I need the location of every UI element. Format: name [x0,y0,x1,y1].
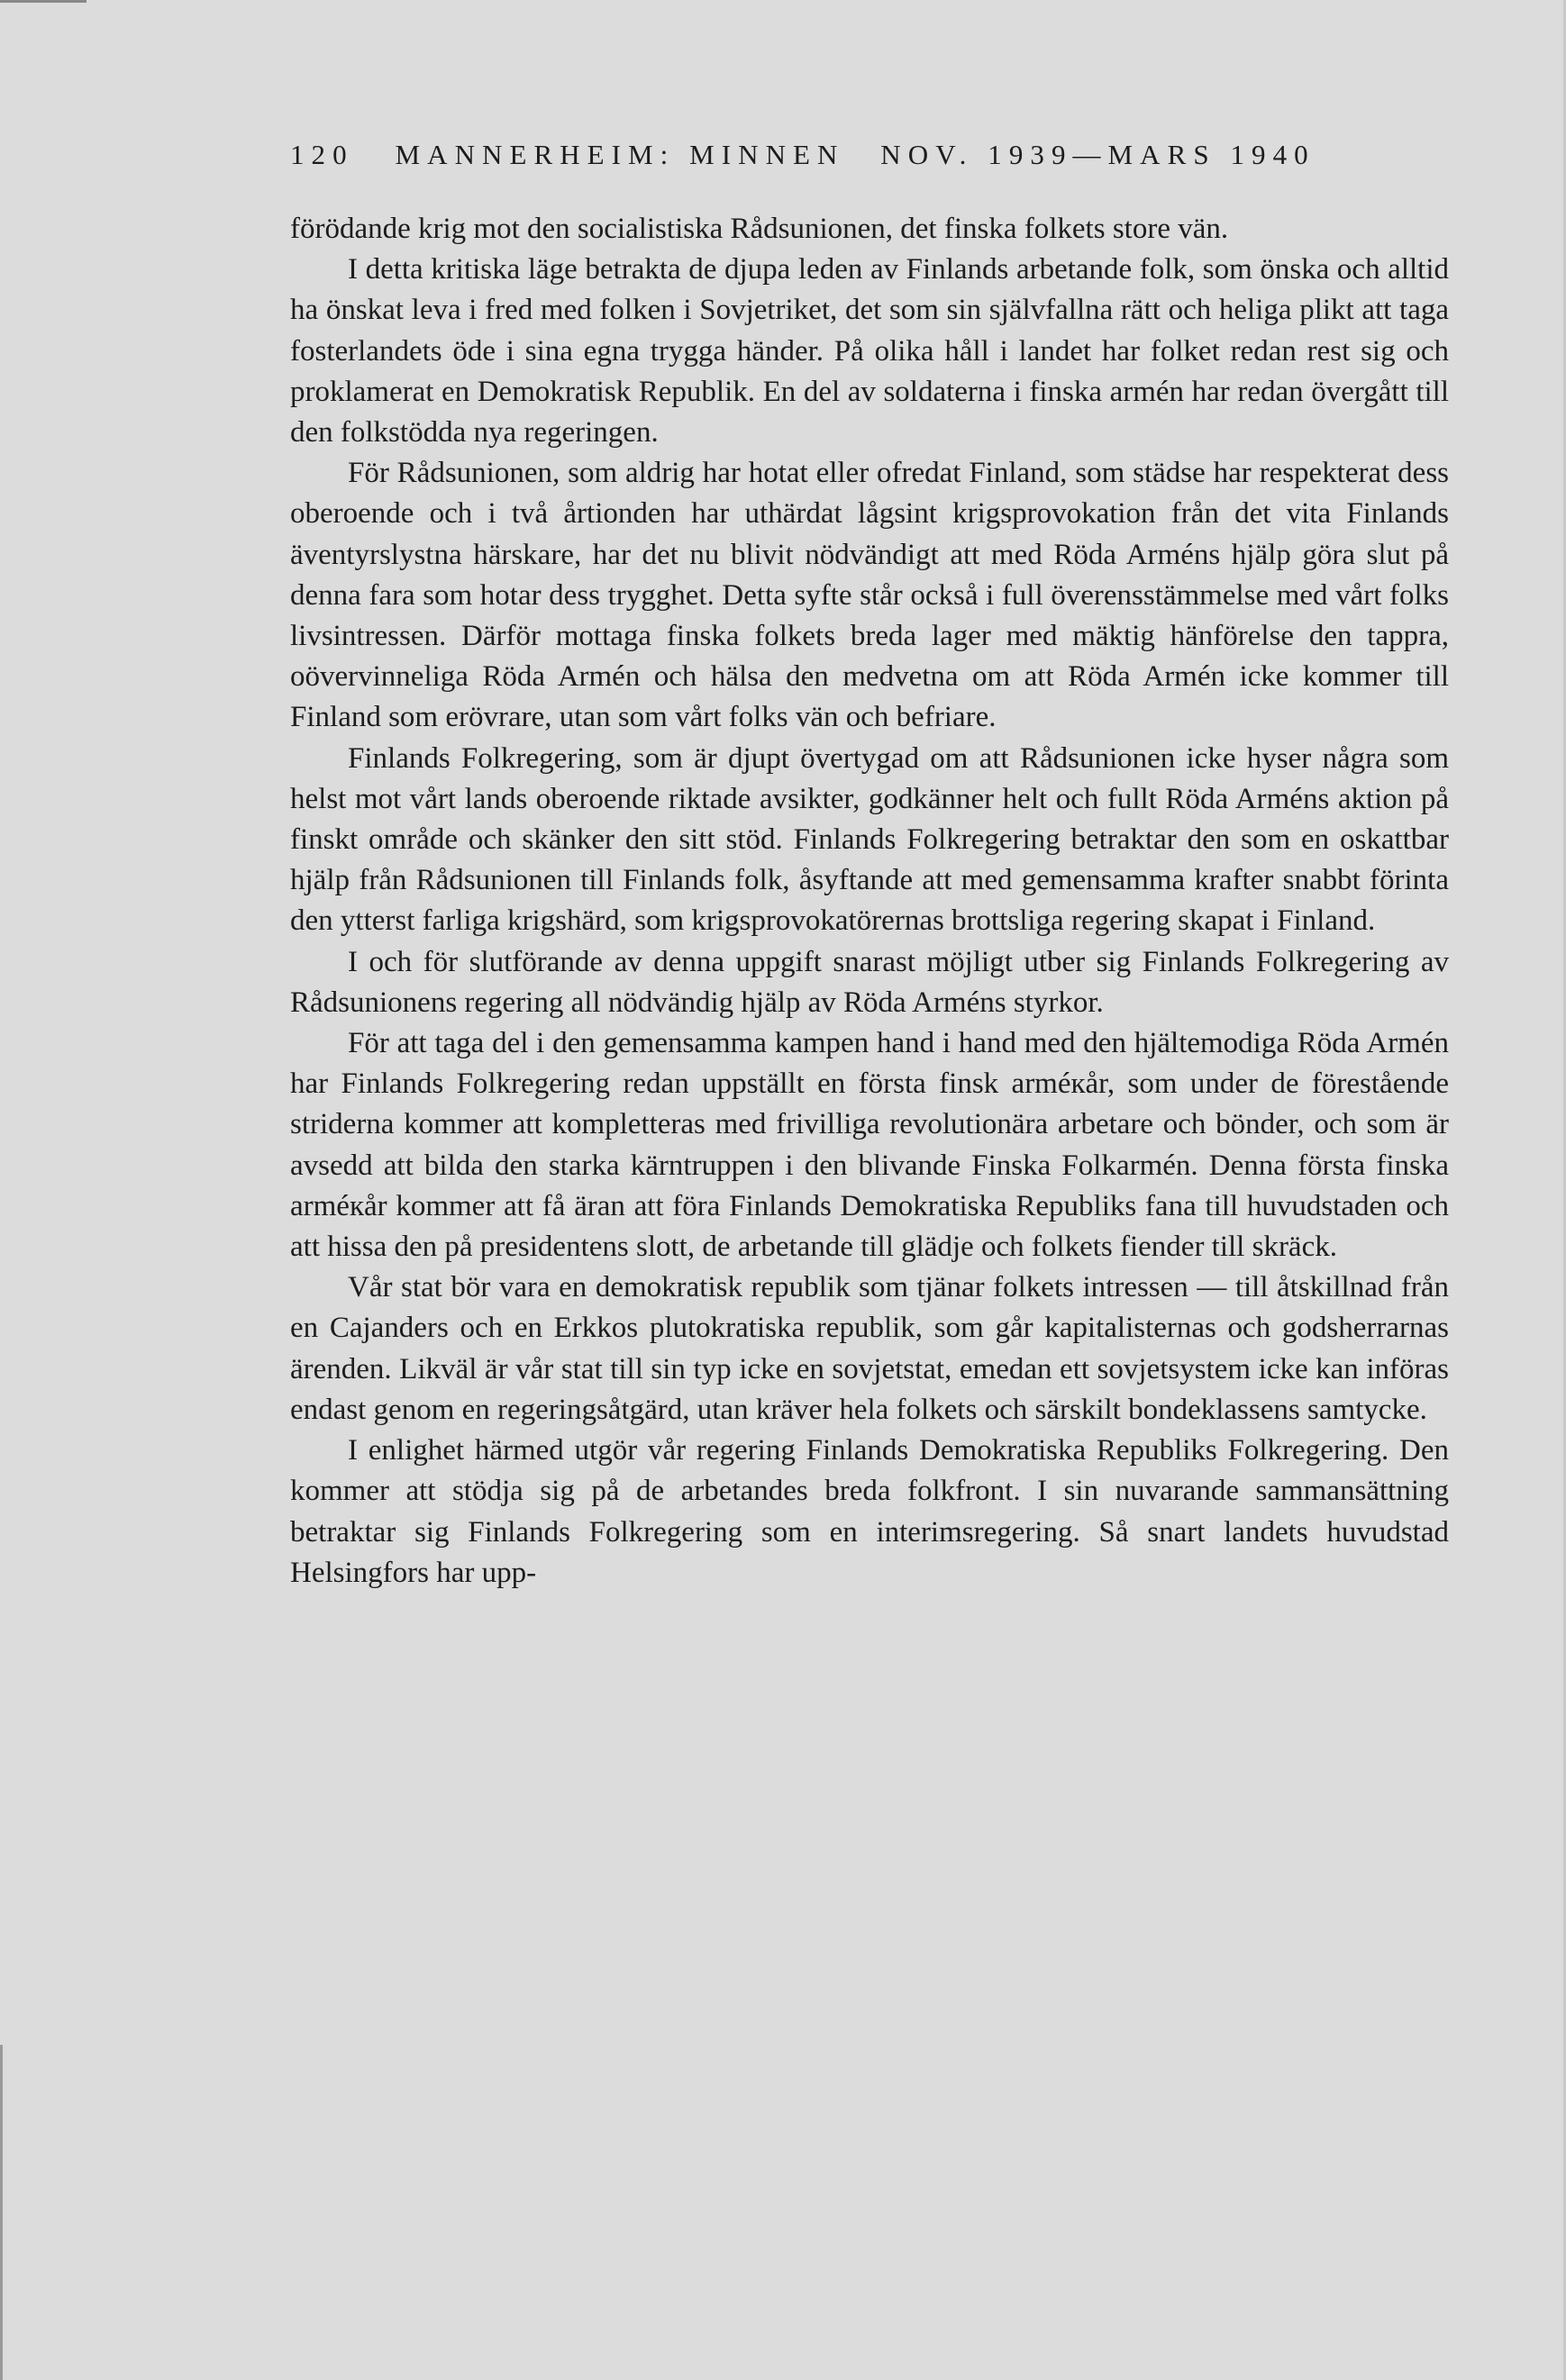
paragraph: Finlands Folkregering, som är djupt övertygad om att Rådsunionen icke hyser några som helst mot vårt lands oberoende riktade avsikter, godkänner helt och fullt Röda Arméns aktion på finskt område och skänker den sitt stöd. Finlands Folkregering betraktar den som en oskattbar hjälp från Rådsunionen till Finlands folk, åsyftande att med gemensamma krafter snabbt förinta den ytterst farliga krigshärd, som krigsprovokatörernas brottsliga regering skapat i Finland. [290,741,1449,938]
page-number: 120 [290,139,354,170]
paragraph: I detta kritiska läge betrakta de djupa leden av Finlands arbetande folk, som önska och alltid ha önskat leva i fred med folken i Sovjetriket, det som sin självfallna rätt och heliga plikt att taga fosterlandets öde i sina egna trygga händer. På olika håll i landet har folket redan rest sig och proklamerat en Demokratisk Republik. En del av soldaterna i finska armén har redan övergått till den folkstödda nya regeringen. [290,253,1449,450]
paragraph: Vår stat bör vara en demokratisk republik som tjänar folkets intressen — till åtskillnad från en Cajanders och en Erkkos plutokratiska republik, som går kapitalisternas och godsherrarnas ärenden. Likväl är vår stat till sin typ icke en sovjetstat, emedan ett sovjetsystem icke kan införas endast genom en regeringsåtgärd, utan kräver hela folkets och särskilt bondeklassens samtycke. [290,1271,1449,1426]
scan-edge-top [0,0,86,3]
paragraph: I och för slutförande av denna uppgift snarast möjligt utber sig Finlands Folkregering av Rådsunionens regering all nödvändig hjälp av Röda Arméns styrkor. [290,945,1449,1019]
paragraph: För Rådsunionen, som aldrig har hotat eller ofredat Finland, som städse har respekterat dess oberoende och i två årtionden har uthärdat lågsint krigsprovokation från det vita Finlands äventyrslystna härskare, har det nu blivit nödvändigt att med Röda Arméns hjälp göra slut på denna fara som hotar dess trygghet. Detta syfte står också i full överensstämmelse med vårt folks livsintressen. Därför mottaga finska folkets breda lager med mäktig hänförelse den tappra, oövervinneliga Röda Armén och hälsa den medvetna om att Röda Armén icke kommer till Finland som erövrare, utan som vårt folks vän och befriare. [290,457,1449,734]
running-head-period: NOV. 1939—MARS 1940 [880,139,1316,170]
running-head-title: MANNERHEIM: MINNEN [395,139,845,170]
paragraph: För att taga del i den gemensamma kampen hand i hand med den hjältemodiga Röda Armén har Finlands Folkregering redan uppställt en första finsk arméкår, som under de förestående striderna kommer att kompletteras med frivilliga revolutionära arbetare och bönder, och som är avsedd att bilda den starka kärntruppen i den blivande Finska Folkarmén. Denna första finska arméкår kommer att få äran att föra Finlands Demokratiska Republiks fana till huvudstaden och att hissa den på presidentens slott, de arbetande till glädje och folkets fiender till skräck. [290,1027,1449,1264]
book-page [290,132,1449,1594]
body-text [290,209,1449,1594]
scan-edge-left [0,2045,3,2380]
running-head [290,132,1449,178]
paragraph: förödande krig mot den socialistiska Rådsunionen, det finska folkets store vän. [290,213,1229,245]
paragraph: I enlighet härmed utgör vår regering Finlands Demokratiska Republiks Folkregering. Den kommer att stödja sig på de arbetandes breda folkfront. I sin nuvarande sammansättning betraktar sig Finlands Folkregering som en interimsregering. Så snart landets huvudstad Helsingfors har upp- [290,1434,1449,1589]
